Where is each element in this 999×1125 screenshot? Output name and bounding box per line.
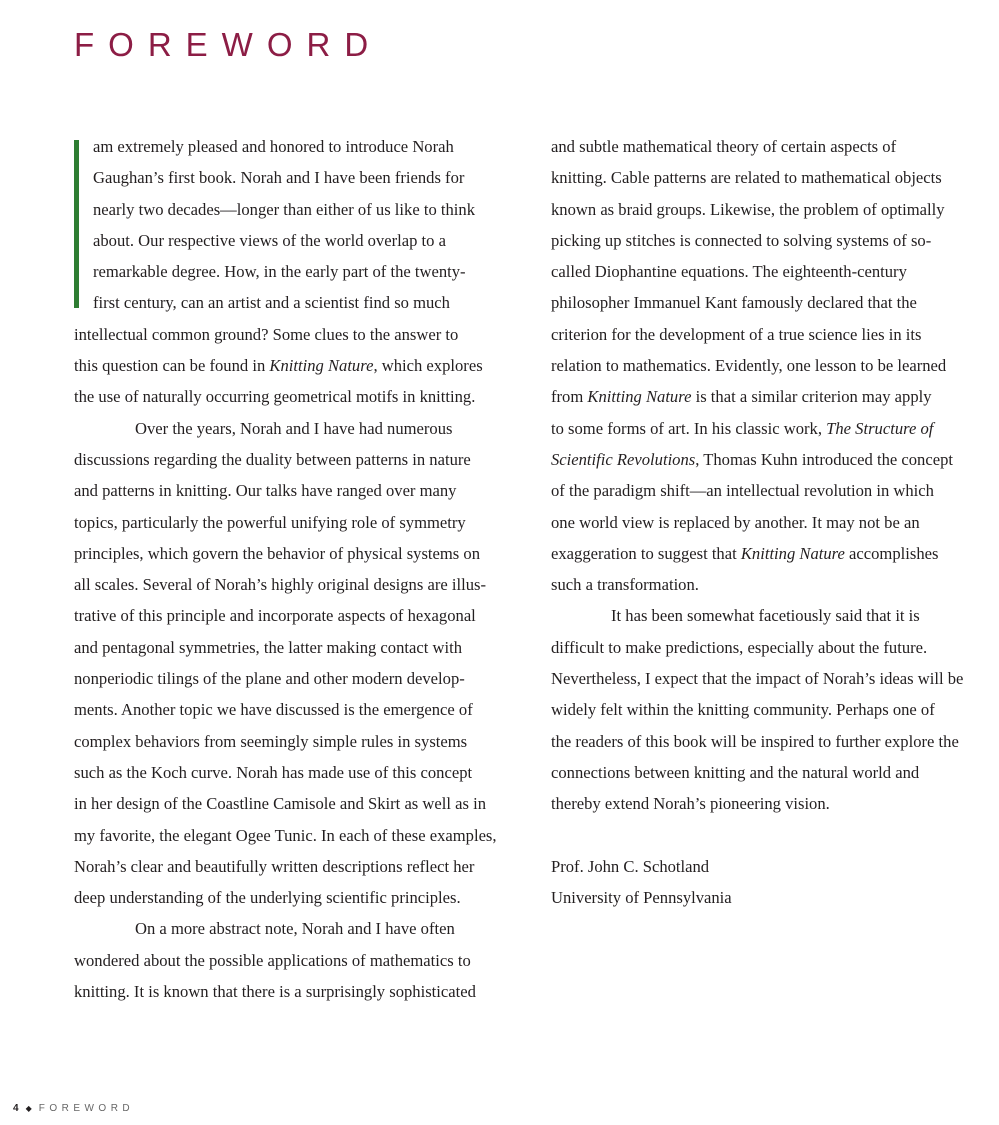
page-title: FOREWORD bbox=[74, 26, 383, 63]
text-line: picking up stitches is connected to solving systems of so- bbox=[551, 230, 932, 250]
text-line: Over the years, Norah and I have had numerous bbox=[135, 418, 453, 438]
text-line: It has been somewhat facetiously said that it is bbox=[611, 606, 920, 626]
text-line: the use of naturally occurring geometrical motifs in knitting. bbox=[74, 387, 476, 407]
text-line: such a transformation. bbox=[551, 575, 699, 595]
signature-name: Prof. John C. Schotland bbox=[551, 856, 710, 876]
text-line: remarkable degree. How, in the early part of the twenty- bbox=[93, 262, 466, 282]
text-line: Gaughan’s first book. Norah and I have been friends for bbox=[93, 168, 465, 188]
text-line: to some forms of art. In his classic work, The Structure of bbox=[551, 418, 934, 438]
text-line: complex behaviors from seemingly simple rules in systems bbox=[74, 731, 468, 751]
text-line: my favorite, the elegant Ogee Tunic. In each of these examples, bbox=[74, 825, 497, 845]
text-line: and patterns in knitting. Our talks have ranged over many bbox=[74, 481, 457, 501]
text-line: one world view is replaced by another. It may not be an bbox=[551, 512, 920, 532]
book-title: Scientific Revolutions bbox=[551, 449, 696, 469]
text-line: principles, which govern the behavior of physical systems on bbox=[74, 543, 480, 563]
text-line: of the paradigm shift—an intellectual revolution in which bbox=[551, 481, 934, 501]
text-line: about. Our respective views of the world overlap to a bbox=[93, 230, 446, 250]
text-line: exaggeration to suggest that Knitting Nature accomplishes bbox=[551, 543, 939, 563]
text-line: called Diophantine equations. The eighteenth-century bbox=[551, 262, 907, 282]
text-line: connections between knitting and the natural world and bbox=[551, 762, 920, 782]
text-line: On a more abstract note, Norah and I have often bbox=[135, 919, 455, 939]
text-line: and pentagonal symmetries, the latter making contact with bbox=[74, 637, 462, 657]
book-title: The Structure of bbox=[826, 418, 934, 438]
text-line: difficult to make predictions, especially about the future. bbox=[551, 637, 928, 657]
drop-cap-i bbox=[74, 140, 79, 308]
text-line: in her design of the Coastline Camisole and Skirt as well as in bbox=[74, 794, 487, 814]
book-title: Knitting Nature bbox=[269, 356, 374, 376]
text-line: ments. Another topic we have discussed is the emergence of bbox=[74, 700, 473, 720]
text-line: trative of this principle and incorporate aspects of hexagonal bbox=[74, 606, 476, 626]
right-column bbox=[551, 131, 971, 913]
text-line: philosopher Immanuel Kant famously declared that the bbox=[551, 293, 917, 313]
running-footer: FOREWORD bbox=[38, 1103, 135, 1114]
text-line: Nevertheless, I expect that the impact of Norah’s ideas will be bbox=[551, 669, 964, 689]
text-line: Norah’s clear and beautifully written descriptions reflect her bbox=[74, 856, 475, 876]
diamond-icon: ◆ bbox=[25, 1104, 32, 1113]
text-line: and subtle mathematical theory of certain aspects of bbox=[551, 137, 897, 156]
text-line: wondered about the possible applications of mathematics to bbox=[74, 950, 471, 970]
text-line: this question can be found in Knitting Nature, which explores bbox=[74, 356, 483, 376]
text-line: from Knitting Nature is that a similar criterion may apply bbox=[551, 387, 932, 407]
text-line: am extremely pleased and honored to introduce Norah bbox=[93, 137, 454, 156]
text-line: relation to mathematics. Evidently, one lesson to be learned bbox=[551, 356, 947, 376]
text-line: first century, can an artist and a scientist find so much bbox=[93, 293, 450, 313]
page-number: 4 bbox=[13, 1103, 19, 1114]
text-line: knitting. It is known that there is a surprisingly sophisticated bbox=[74, 982, 476, 1002]
text-line: such as the Koch curve. Norah has made use of this concept bbox=[74, 762, 473, 782]
text-line: topics, particularly the powerful unifying role of symmetry bbox=[74, 512, 466, 532]
text-line: the readers of this book will be inspired to further explore the bbox=[551, 731, 959, 751]
text-line: nearly two decades—longer than either of us like to think bbox=[93, 199, 476, 219]
text-line: intellectual common ground? Some clues to the answer to bbox=[74, 324, 459, 344]
text-line: Scientific Revolutions, Thomas Kuhn introduced the concept bbox=[551, 449, 953, 469]
text-line: thereby extend Norah’s pioneering vision. bbox=[551, 794, 830, 814]
text-line: criterion for the development of a true science lies in its bbox=[551, 324, 922, 344]
text-line: knitting. Cable patterns are related to mathematical objects bbox=[551, 168, 942, 188]
signature-affiliation: University of Pennsylvania bbox=[551, 888, 732, 908]
text-line: nonperiodic tilings of the plane and other modern develop- bbox=[74, 669, 465, 689]
text-line: widely felt within the knitting community. Perhaps one of bbox=[551, 700, 935, 720]
text-line: deep understanding of the underlying scientific principles. bbox=[74, 888, 461, 908]
paragraph-gap bbox=[551, 820, 971, 851]
text-line: all scales. Several of Norah’s highly original designs are illus- bbox=[74, 575, 486, 595]
book-title: Knitting Nature bbox=[740, 543, 845, 563]
page-footer bbox=[13, 1103, 134, 1114]
text-line: discussions regarding the duality between patterns in nature bbox=[74, 449, 471, 469]
left-column bbox=[74, 131, 497, 1007]
text-line: known as braid groups. Likewise, the problem of optimally bbox=[551, 199, 945, 219]
book-title: Knitting Nature bbox=[587, 387, 692, 407]
